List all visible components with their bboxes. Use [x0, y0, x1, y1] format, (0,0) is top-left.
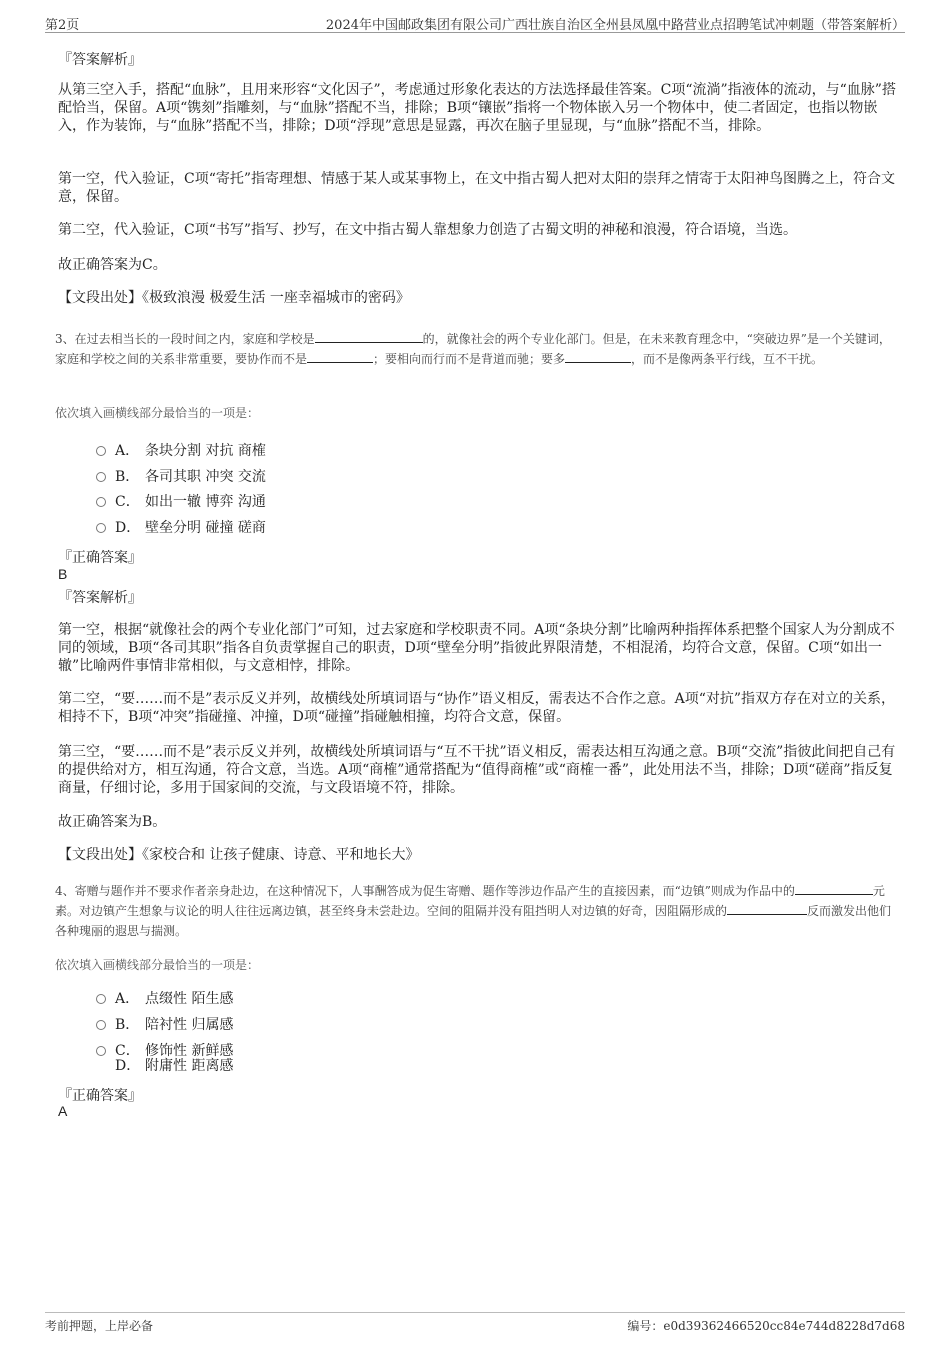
analysis-label: 『答案解析』	[58, 590, 142, 606]
document-id: 编号：e0d39362466520cc84e744d8228d7d68	[627, 1319, 905, 1333]
fill-blank	[795, 882, 873, 895]
fill-blank	[727, 902, 807, 915]
question-prompt: 依次填入画横线部分最恰当的一项是：	[55, 958, 260, 972]
radio-icon[interactable]	[96, 472, 106, 482]
fill-blank	[315, 330, 423, 343]
analysis-paragraph: 第一空，代入验证，C项“寄托”指寄理想、情感于某人或某事物上，在文中指古蜀人把对太阳的崇拜之情寄于太阳神鸟图腾之上，符合文意，保留。	[58, 171, 896, 205]
document-title: 2024年中国邮政集团有限公司广西壮族自治区全州县凤凰中路营业点招聘笔试冲刺题（带答案解析）	[325, 18, 905, 33]
option-b[interactable]: B． 各司其职 冲突 交流	[96, 468, 266, 486]
option-c[interactable]: C． 修饰性 新鲜感	[96, 1042, 233, 1060]
analysis-label: 『答案解析』	[58, 52, 142, 68]
option-b[interactable]: B． 陪衬性 归属感	[96, 1016, 233, 1034]
analysis-paragraph: 第二空，代入验证，C项“书写”指写、抄写，在文中指古蜀人靠想象力创造了古蜀文明的神秘和浪漫，符合语境，当选。	[58, 222, 798, 238]
option-d[interactable]: D． 附庸性 距离感	[115, 1058, 234, 1074]
correct-answer: A	[58, 1103, 68, 1119]
source-citation: 【文段出处】《家校合和 让孩子健康、诗意、平和地长大》	[58, 847, 420, 863]
question-text: 4、寄赠与题作并不要求作者亲身赴边，在这种情况下，人事酬答成为促生寄赠、题作等涉边作品产生的直接因素，而“边镇”则成为作品中的	[55, 884, 795, 898]
page-number: 第2页	[45, 18, 80, 33]
source-citation: 【文段出处】《极致浪漫 极爱生活 一座幸福城市的密码》	[58, 290, 410, 306]
radio-icon[interactable]	[96, 1046, 106, 1056]
option-a[interactable]: A． 条块分割 对抗 商榷	[96, 442, 266, 460]
option-c[interactable]: C． 如出一辙 博弈 沟通	[96, 493, 266, 511]
question-text: 元素。对边镇产生想象与议论的明人往往远离边镇，甚至终身未尝赴边。空间的阻隔并没有阻挡明人对边镇的好奇，因阻隔形成的	[55, 884, 885, 918]
footer-slogan: 考前押题，上岸必备	[45, 1319, 154, 1333]
question-text: 的，就像社会的两个专业化部门。但是，在未来教育理念中，“突破边界”是一个关键词，家庭和学校之间的关系非常重要，要协作而不是	[55, 332, 891, 366]
page-header	[45, 12, 905, 33]
question-4-stem	[55, 881, 901, 941]
question-prompt: 依次填入画横线部分最恰当的一项是：	[55, 406, 260, 420]
question-text: 3、在过去相当长的一段时间之内，家庭和学校是	[55, 332, 315, 346]
question-text: ；要相向而行而不是背道而驰；要多	[373, 352, 566, 366]
page-footer	[45, 1312, 905, 1333]
question-3-stem	[55, 329, 901, 369]
fill-blank	[307, 350, 373, 363]
analysis-paragraph: 第一空，根据“就像社会的两个专业化部门”可知，过去家庭和学校职责不同。A项“条块分割”比喻两种指挥体系把整个国家人为分割成不同的领域，B项“各司其职”指各自负责掌握自己的职责，D项“壁垒分明”指彼此界限清楚，不相混淆，均符合文意，保留。C项“如出一辙”比喻两件事情非常相似，与文意相悖，排除。	[58, 622, 895, 674]
analysis-paragraph: 第三空，“要……而不是”表示反义并列，故横线处所填词语与“互不干扰”语义相反，需表达相互沟通之意。B项“交流”指彼此间把自己有的提供给对方，相互沟通，符合文意，当选。A项“商榷”通常搭配为“值得商榷”或“商榷一番”，此处用法不当，排除；D项“磋商”指反复商量，仔细讨论，多用于国家间的交流，与文段语境不符，排除。	[58, 744, 896, 796]
correct-answer-label: 『正确答案』	[58, 550, 142, 566]
radio-icon[interactable]	[96, 523, 106, 533]
analysis-paragraph: 从第三空入手，搭配“血脉”，且用来形容“文化因子”，考虑通过形象化表达的方法选择最佳答案。C项“流淌”指液体的流动，与“血脉”搭配恰当，保留。A项“镌刻”指雕刻，与“血脉”搭配不当，排除；B项“镶嵌”指将一个物体嵌入另一个物体中，使二者固定，也指以物嵌入，作为装饰，与“血脉”搭配不当，排除；D项“浮现”意思是显露，再次在脑子里显现，与“血脉”搭配不当，排除。	[58, 82, 896, 134]
analysis-conclusion: 故正确答案为C。	[58, 257, 167, 273]
question-text: 反而激发出他们各种瑰丽的遐思与揣测。	[55, 904, 892, 938]
option-a[interactable]: A． 点缀性 陌生感	[96, 990, 233, 1008]
radio-icon[interactable]	[96, 994, 106, 1004]
correct-answer: B	[58, 566, 68, 582]
analysis-paragraph: 第二空，“要……而不是”表示反义并列，故横线处所填词语与“协作”语义相反，需表达不合作之意。A项“对抗”指双方存在对立的关系，相持不下，B项“冲突”指碰撞、冲撞，D项“碰撞”指碰触相撞，均符合文意，保留。	[58, 691, 896, 725]
radio-icon[interactable]	[96, 1020, 106, 1030]
analysis-conclusion: 故正确答案为B。	[58, 814, 167, 830]
radio-icon[interactable]	[96, 446, 106, 456]
correct-answer-label: 『正确答案』	[58, 1088, 142, 1104]
question-text: ，而不是像两条平行线，互不干扰。	[631, 352, 824, 366]
radio-icon[interactable]	[96, 497, 106, 507]
option-d[interactable]: D． 壁垒分明 碰撞 磋商	[96, 519, 266, 537]
fill-blank	[565, 350, 631, 363]
